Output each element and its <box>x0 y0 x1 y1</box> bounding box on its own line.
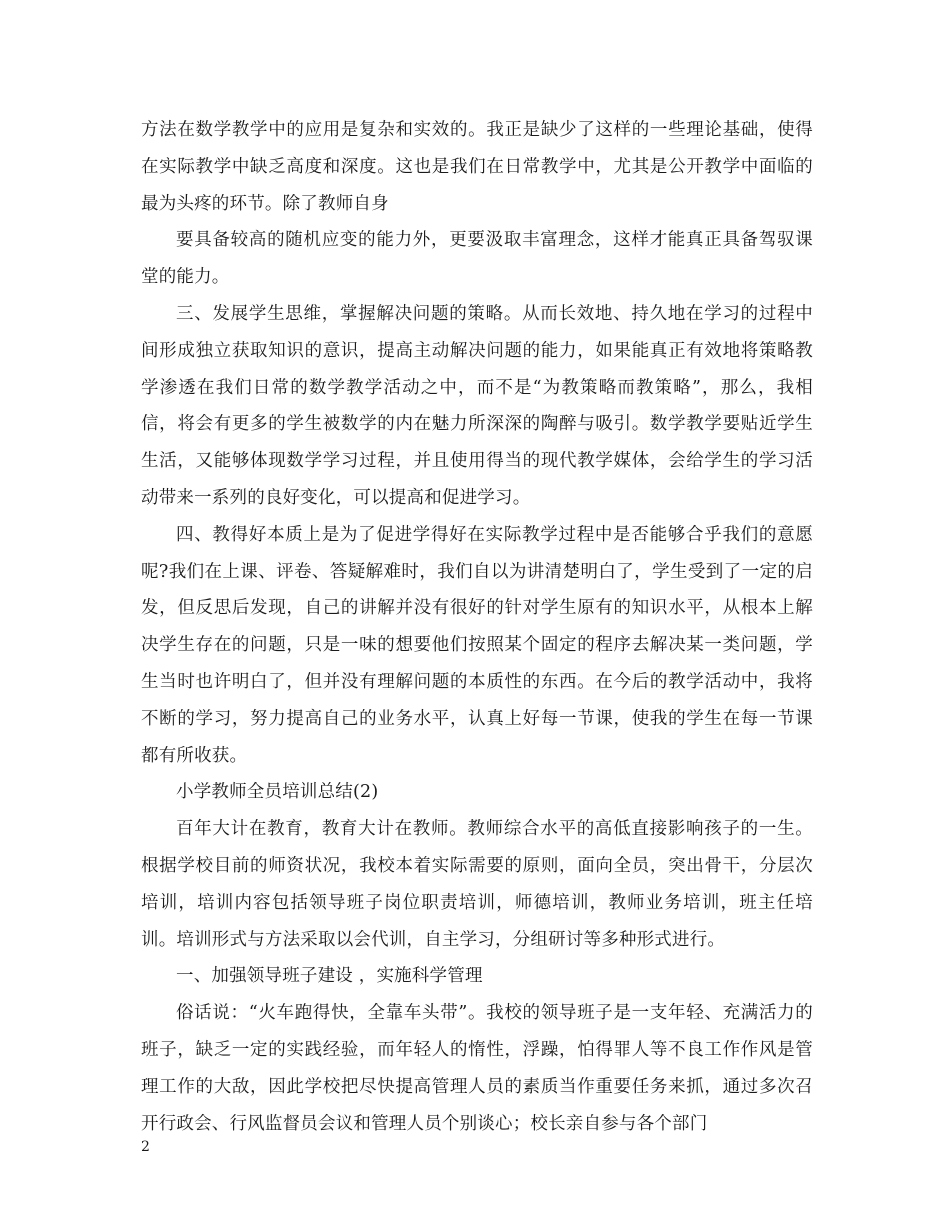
paragraph-1: 方法在数学教学中的应用是复杂和实效的。我正是缺少了这样的一些理论基础，使得在实际教学中缺乏高度和深度。这也是我们在日常教学中，尤其是公开教学中面临的最为头疼的环节。除了教师自身 <box>141 120 813 214</box>
paragraph-6: 百年大计在教育，教育大计在教师。教师综合水平的高低直接影响孩子的一生。根据学校目前的师资状况，我校本着实际需要的原则，面向全员，突出骨干，分层次培训，培训内容包括领导班子岗位职责培训，师德培训，教师业务培训，班主任培训。培训形式与方法采取以会代训，自主学习，分组研讨等多种形式进行。 <box>141 819 813 950</box>
document-body <box>141 112 813 1142</box>
section-heading: 小学教师全员培训总结(2) <box>176 782 379 803</box>
paragraph-8: 俗话说：“火车跑得快，全靠车头带”。我校的领导班子是一支年轻、充满活力的班子，缺乏一定的实践经验，而年轻人的惰性，浮躁，怕得罪人等不良工作作风是管理工作的大敌，因此学校把尽快提高管理人员的素质当作重要任务来抓，通过多次召开行政会、行风监督员会议和管理人员个别谈心；校长亲自参与各个部门 <box>141 1003 813 1134</box>
page-number: 2 <box>141 1139 150 1155</box>
paragraph-2: 要具备较高的随机应变的能力外，更要汲取丰富理念，这样才能真正具备驾驭课堂的能力。 <box>141 230 813 288</box>
paragraph-3: 三、发展学生思维，掌握解决问题的策略。从而长效地、持久地在学习的过程中间形成独立获取知识的意识，提高主动解决问题的能力，如果能真正有效地将策略教学渗透在我们日常的数学教学活动之中，而不是“为教策略而教策略”，那么，我相信，将会有更多的学生被数学的内在魅力所深深的陶醉与吸引。数学教学要贴近学生生活，又能够体现数学学习过程，并且使用得当的现代教学媒体，会给学生的学习活动带来一系列的良好变化，可以提高和促进学习。 <box>141 303 813 508</box>
paragraph-4: 四、教得好本质上是为了促进学得好在实际教学过程中是否能够合乎我们的意愿呢?我们在上课、评卷、答疑解难时，我们自以为讲清楚明白了，学生受到了一定的启发，但反思后发现，自己的讲解并没有很好的针对学生原有的知识水平，从根本上解决学生存在的问题，只是一味的想要他们按照某个固定的程序去解决某一类问题，学生当时也许明白了，但并没有理解问题的本质性的东西。在今后的教学活动中，我将不断的学习，努力提高自己的业务水平，认真上好每一节课，使我的学生在每一节课都有所收获。 <box>141 524 813 766</box>
subheading: 一、加强领导班子建设 ，实施科学管理 <box>176 966 483 987</box>
